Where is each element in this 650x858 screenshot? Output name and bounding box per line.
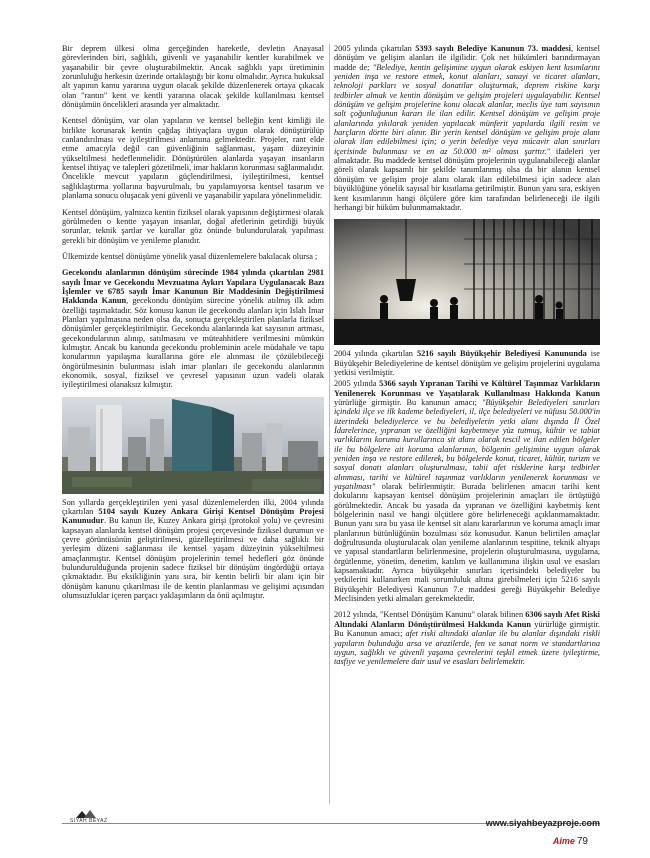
city-skyline-photo [62, 397, 324, 494]
law-title: 5216 sayılı Büyükşehir Belediyesi Kanununda [416, 349, 587, 359]
law-title: 5104 sayılı Kuzey Ankara Girişi Kentsel Dönüşüm Projesi Kanunudur [62, 507, 324, 526]
paragraph: 2005 yılında çıkartılan 5393 sayılı Belediye Kanunun 73. maddesi, kentsel dönüşüm ve gelişim alanları ile ilgilidir. Çok net hükümleri barındırmayan madde de; "Belediye, kentin gelişimine uygun olarak eskiyen kent kısımlarını yeniden inşa ve restore etmek, konut alanları, sanayi ve ticaret alanları, teknoloji parkları ve sosyal donatılar oluşturmak, deprem riskine karşı tedbirler almak ve kentin dönüşüm ve gelişim projeleri uygulayabilir. Kentsel dönüşüm ve gelişim projelerine konu olacak alanlar, meclis üye tam sayısının salt çoğunluğunun kararı ile ilan edilir. Kentsel dönüşüm ve gelişim proje alanlarında yıkılarak yeniden yapılacak münferit yapılarda ilgili resim ve harçların dörtte biri alınır. Bir yerin kentsel dönüşüm ve gelişim proje alanı olarak ilan edilebilmesi için; o yerin belediye veya mücavir alan sınırları içerisinde bulunması ve en az 50.000 m² olması şarttır." ifadeleri yer almaktadır. Bu maddede kentsel dönüşüm projelerinin uygulanabileceği alanlar göreli olarak kapsamlı bir şekilde tanımlanmış olsa da bir alanın kentsel dönüşüm ve gelişim proje alanı olarak ilan edilebilmesi için sadece alan büyüklüğüne yönelik sayısal bir kısıtlama getirilmiştir. Bunun yanı sıra, eskiyen kent kısımlarının hangi ölçülere göre kim tarafından belirleneceği ile ilgili herhangi bir hüküm bulunmamaktadır. [334, 44, 600, 212]
law-title: 6306 sayılı Afet Riski Altındaki Alanların Dönüştürülmesi Hakkında Kanun [334, 610, 600, 629]
paragraph: Ülkemizde kentsel dönüşüme yönelik yasal düzenlemelere bakılacak olursa ; [62, 251, 318, 261]
law-title: 5393 sayılı Belediye Kanunun 73. maddesi [415, 44, 571, 53]
paragraph: 2012 yılında, "Kentsel Dönüşüm Kanunu" olarak bilinen 6306 sayılı Afet Riski Altındaki Alanların Dönüştürülmesi Hakkında Kanun yürürlüğe girmiştir. Bu Kanunun amacı; afet riski altındaki alanlar ile bu alanlar dışındaki riskli yapıların bulunduğu arsa ve arazilerde, fen ve sanat norm ve standartlarına uygun, sağlıklı ve güvenli yaşama çevrelerini teşkil etmek üzere iyileştirme, tasfiye ve yenilemelere dair usul ve esasları belirlemektir. [334, 610, 600, 667]
construction-workers-photo [334, 219, 600, 345]
paragraph: 2004 yılında çıkartılan 5216 sayılı Büyükşehir Belediyesi Kanununda ise Büyükşehir Belediyelerine de kentsel dönüşüm ve gelişim projelerini uygulama yetkisi verilmiştir. [334, 349, 600, 377]
website-link[interactable]: www.siyahbeyazproje.com [485, 818, 600, 828]
paragraph: Son yıllarda gerçekleştirilen yeni yasal düzenlemelerden ilki, 2004 yılında çıkartılan 5104 sayılı Kuzey Ankara Girişi Kentsel Dönüşüm Projesi Kanunudur. Bu kanun ile, Kuzey Ankara girişi (protokol yolu) ve çevresini kapsayan alanlarda kentsel dönüşüm projesi çerçevesinde fiziksel durumun ve çevre görüntüsünün geliştirilmesi, güzelleştirilmesi ve daha sağlıklı bir yerleşim düzeni sağlanması ile kentsel yaşam düzeyinin yükseltilmesi amaçlanmıştır. Kentsel dönüşüm projelerinin temel hedefleri göz önünde bulundurulduğunda projenin sadece fiziksel bir dönüşüm öngördüğü ortaya çıkmaktadır. Bu eksikliğinin yanı sıra, bir kentin belirli bir alanı için bir dönüşüm kanunu çıkarılması ile de kentin planlanması ve gelişimi açısından olumsuzluklar içeren parçacı yaklaşımların da önü açılmıştır. [62, 497, 324, 601]
page-footer-brand [553, 836, 588, 847]
law-title: Gecekondu alanlarının dönüşüm sürecinde 1984 yılında çıkartılan 2981 sayılı İmar ve Gecekondu Mevzuatına Aykırı Yapılara Uygulanacak Bazı İşlemler ve 6785 sayılı İmar Kanunun Bir Maddesinin Değiştirilmesi Hakkında Kanun [62, 268, 324, 306]
paragraph: Kentsel dönüşüm, yalnızca kentin fiziksel olarak yapısının değiştirmesi olarak görülmeden o kentte yaşayan insanlar, doğal afetlerinin getirdiği büyük sorunlar, teknik şartlar ve kurallar göz önünde bulundurularak yapılması gerekli bir dönüşüm ve yenileme planıdır. [62, 207, 324, 245]
quotation: afet riski altındaki alanlar ile bu alanlar dışındaki riskli yapıların bulunduğu arsa ve arazilerde, fen ve sanat norm ve standartlarına uygun, sağlıklı ve güvenli yaşama çevrelerini teşkil etmek üzere iyileştirme, tasfiye ve yenilemelere dair usul ve esasları belirlemektir. [334, 629, 600, 667]
siyah-beyaz-logo: SİYAH BEYAZ [70, 810, 108, 824]
right-column [334, 44, 600, 674]
paragraph: Kentsel dönüşüm, var olan yapıların ve kentsel belleğin kent kimliği ile birlikte korunarak kentin çağdaş ihtiyaçlara uygun olarak dönüştürülüp canlandırılması ve iyileştirilmesi anlamına gelmektedir. Projeler, rant elde etme amacıyla değil can güvenliğinin sağlanması, yaşam düzeyinin yükseltilmesi hedeflenmelidir. Dönüştürülen alanlarda yaşayan insanların kentsel ihtiyaç ve talepleri gözetilmeli, imar hakların korunması sağlanmalıdır. Öncelikle mevcut yapıların güçlendirilmesi, iyileştirilmesi, kentsel sağlıklaştırma yollarına başvurulmalı, bu yapılamıyorsa kentsel tasarım ve planlama sonucu oluşacak yeni güvenli ve yaşanabilir yapılara yönelinmelidir. [62, 116, 324, 201]
law-title: 5366 sayılı Yıpranan Tarihi ve Kültürel Taşınmaz Varlıkların Yenilenerek Korunması ve Yaşatılarak Kullanılması Hakkında Kanun [334, 379, 600, 398]
left-column [62, 44, 324, 602]
paragraph: 2005 yılında 5366 sayılı Yıpranan Tarihi ve Kültürel Taşınmaz Varlıkların Yenilenerek Korunması ve Yaşatılarak Kullanılması Hakkında Kanun yürürlüğe girmiştir. Bu kanunun amacı; "Büyükşehir Belediyeleri sınırları içindeki ilçe ve ilk kademe belediyeleri, il, ilçe belediyeleri ve nüfusu 50.000'in üzerindeki belediyelerce ve bu belediyelerin yetki alanı dışında İl Özel İdarelerince, yıpranan ve özelliğini kaybetmeye yüz tutmuş, kültür ve tabiat varlıklarını koruma kurullarınca sit alanı olarak tescil ve ilan edilen bölgeler ile bu bölgelere ait koruma alanlarının, bölgenin gelişimine uygun olarak yeniden inşa ve restore edilerek, bu bölgelerde konut, ticaret, kültür, turizm ve sosyal donatı alanları oluşturulması, tabii afet risklerine karşı tedbirler alınması, tarihi ve kültürel taşınmaz varlıkların yenilenerek korunması ve yaşatılması" olarak belirlenmiştir. Burada belirlenen amacın tarihi kent dokularını kapsayan kentsel dönüşüm projelerinin amaçları ile örtüştüğü görülmektedir. Ancak bu yasada da yıpranan ve özelliğini kaybetmiş kent bölgelerinin nasıl ve hangi ölçütlere göre belirleneceği açıklanmamaktadır. Bunun yanı sıra bu yasa ile kentsel sit alanı kararlarının ve koruma amaçlı imar planlarının bütünlüğünün bozulması söz konusudur. Kanun belirtilen amaçlar doğrultusunda oluşturulacak olan yenileme alanlarının tespitine, teknik altyapı ve yapısal standartların belirlenmesine, projelerin oluşturulmasına, uygulama, örgütlenme, yönetim, denetim, katılım ve kullanımına ilişkin usul ve esasları kapsamaktadır. Ayrıca büyükşehir sınırları içerisindeki belediyeler bu yetkilerini kullanırken mali sorumluluk altına girebilmeleri için 5216 sayılı Büyükşehir Belediyesi Kanunun 7.e maddesi gereği Büyükşehir Belediye Meclisinden yetki almaları gerekmektedir. [334, 379, 600, 604]
column-divider [329, 44, 330, 804]
quotation: "Belediye, kentin gelişimine uygun olarak eskiyen kent kısımlarını yeniden inşa ve restore etmek, konut alanları, sanayi ve ticaret alanları, teknoloji parkları ve sosyal donatılar oluşturmak, deprem riskine karşı tedbirler almak ve kentin dönüşüm ve gelişim projeleri uygulayabilir. Kentsel dönüşüm ve gelişim projelerine konu olacak alanlar, meclis üye tam sayısının salt çoğunluğunun kararı ile ilan edilir. Kentsel dönüşüm ve gelişim proje alanlarında yıkılarak yeniden yapılacak münferit yapılarda ilgili resim ve harçların dörtte biri alınır. Bir yerin kentsel dönüşüm ve gelişim proje alanı olarak ilan edilebilmesi için; o yerin belediye veya mücavir alan sınırları içerisinde bulunması ve en az 50.000 m² olması şarttır." [334, 62, 600, 156]
page-number: 79 [576, 836, 588, 847]
quotation: "Büyükşehir Belediyeleri sınırları içindeki ilçe ve ilk kademe belediyeleri, il, ilçe belediyeleri ve nüfusu 50.000'in üzerindeki belediyelerce ve bu belediyelerin yetki alanı dışında İl Özel İdarelerince, yıpranan ve özelliğini kaybetmeye yüz tutmuş, kültür ve tabiat varlıklarını koruma kurullarınca sit alanı olarak tescil ve ilan edilen bölgeler ile bu bölgelere ait koruma alanlarının, bölgenin gelişimine uygun olarak yeniden inşa ve restore edilerek, bu bölgelerde konut, ticaret, kültür, turizm ve sosyal donatı alanları oluşturulması, tabii afet risklerine karşı tedbirler alınması, tarihi ve kültürel taşınmaz varlıkların yenilenerek korunması ve yaşatılması" [334, 397, 600, 491]
paragraph-text: , gecekondu dönüşüm sürecine yönelik atılmış ilk adım özelliği taşımaktadır. Söz konusu kanun ile gecekondu alanları için Islah İmar Planları yapılmasına neden olsa da, sonuçta gerçekleştirilen planlarla fiziksel dönüşümler gerçekleştirilmiştir. Gecekondu alanlarında kat sayısının artması, gecekondularının alınıp, satılmasını ve müteahhitlere verilmesini mümkün kılmıştır. Ancak bu kanunda gecekondu probleminin acele müdahale ve tapu konularının yapılaşma kurallarına göre ele alınması ile çözülebileceği öngörülmesinin bulunması islah imar planları ile gecekondu alanlarının ekonomik, sosyal, fiziksel ve çevresel yapısının uzun vadeli olarak iyileştirilmesi olanaksız kılmıştır. [62, 296, 324, 390]
paragraph [62, 268, 324, 389]
aime-logo: Aime [552, 836, 575, 846]
logo-mark-icon [72, 810, 102, 818]
paragraph: Bir deprem ülkesi olma gerçeğinden hareketle, devletin Anayasal görevlerinden biri, sağlıklı, güvenli ve yaşanabilir kentler kurabilmek ve yaşanabilir bir çevre oluşturabilmektir. Ancak sağlıklı yapı üretiminin zorunluluğu herkesin üzerinde ortaklaştığı bir konu olmalıdır. Ayrıca hukuksal alt yapının kamu yararına uygun olacak şekilde düzenlenerek ortaya çıkacak olan "rantın" kent ve kentli yararına olacak şekilde kullanılması kentsel dönüşümün öncelikleri arasında yer almaktadır. [62, 44, 324, 110]
